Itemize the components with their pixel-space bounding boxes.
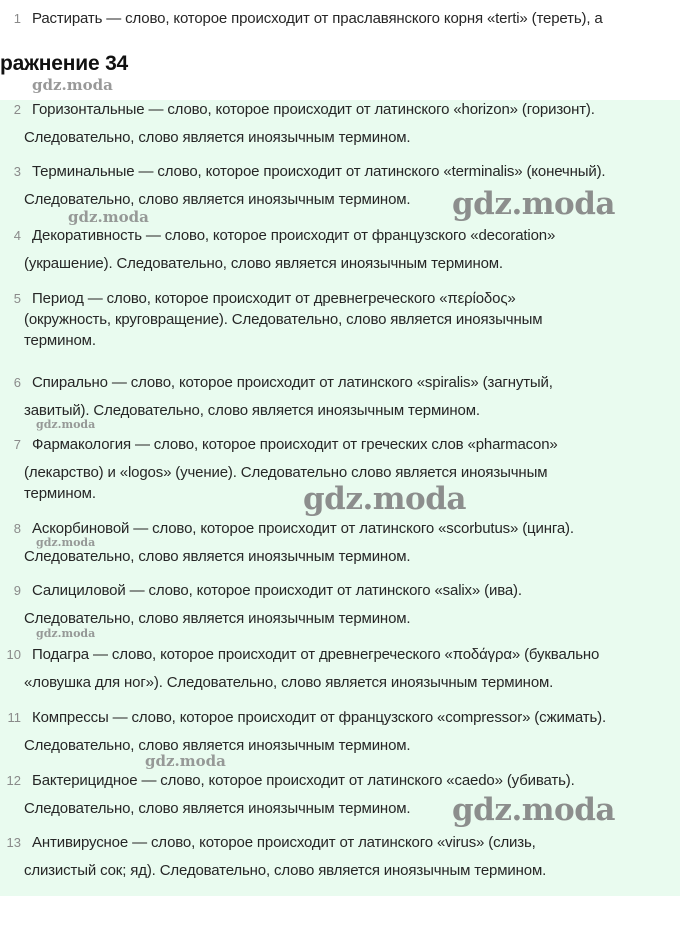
- item-text-line-first: Спирально — слово, которое происходит от латинского «spiralis» (загнутый,: [32, 374, 553, 391]
- item-number: 10: [6, 647, 21, 662]
- item-number: 11: [7, 710, 21, 725]
- watermark-logo: gdz.moda: [452, 792, 615, 828]
- item-number: 2: [13, 102, 21, 117]
- item-text-line-first: Аскорбиновой — слово, которое происходит от латинского «scorbutus» (цинга).: [32, 520, 574, 537]
- watermark-logo: gdz.moda: [36, 627, 96, 640]
- item-text-line: Следовательно, слово является иноязычным термином.: [24, 129, 411, 146]
- watermark-logo: gdz.moda: [36, 418, 96, 431]
- item-text-line: завитый). Следовательно, слово является иноязычным термином.: [24, 402, 480, 419]
- watermark-logo: gdz.moda: [36, 536, 96, 549]
- item-number: 8: [13, 521, 21, 536]
- exercise-title: ражнение 34: [0, 52, 129, 75]
- item-text-line-first: Компрессы — слово, которое происходит от французского «compressor» (сжимать).: [32, 709, 607, 726]
- item-text-line-first: Фармакология — слово, которое происходит от греческих слов «pharmacon»: [32, 436, 558, 453]
- item-number: 5: [13, 291, 21, 306]
- item-text-line: Следовательно, слово является иноязычным термином.: [24, 800, 411, 817]
- item-text-line-first: Антивирусное — слово, которое происходит от латинского «virus» (слизь,: [32, 834, 536, 851]
- item-text-line: «ловушка для ног»). Следовательно, слово является иноязычным термином.: [24, 674, 554, 691]
- watermark-logo: gdz.moda: [145, 752, 226, 770]
- item-number: 1: [13, 11, 21, 26]
- watermark-logo: gdz.moda: [452, 186, 615, 222]
- item-text-line-first: Терминальные — слово, которое происходит от латинского «terminalis» (конечный).: [32, 163, 606, 180]
- item-text-line-first: Декоративность — слово, которое происходит от французского «decoration»: [32, 227, 556, 244]
- item-text-line: Следовательно, слово является иноязычным термином.: [24, 191, 411, 208]
- watermark-logo: gdz.moda: [32, 76, 113, 94]
- item-text-line-first: Растирать — слово, которое происходит от праславянского корня «terti» (тереть), а: [32, 10, 603, 27]
- item-text-line: (лекарство) и «logos» (учение). Следовательно слово является иноязычным: [24, 464, 548, 481]
- item-text-line: Следовательно, слово является иноязычным термином.: [24, 610, 411, 627]
- item-text-line-first: Подагра — слово, которое происходит от древнегреческого «ποδάγρα» (буквально: [32, 646, 600, 663]
- item-text-line-first: Горизонтальные — слово, которое происходит от латинского «horizon» (горизонт).: [32, 101, 595, 118]
- item-number: 4: [13, 228, 21, 243]
- item-number: 7: [13, 437, 21, 452]
- item-text-line-first: Бактерицидное — слово, которое происходит от латинского «caedo» (убивать).: [32, 772, 575, 789]
- item-text-line: слизистый сок; яд). Следовательно, слово является иноязычным термином.: [24, 862, 547, 879]
- item-number: 3: [13, 164, 21, 179]
- item-text-line: термином.: [24, 332, 96, 349]
- item-text-line: Следовательно, слово является иноязычным термином.: [24, 548, 411, 565]
- item-text-line-first: Период — слово, которое происходит от древнегреческого «περίοδος»: [32, 290, 516, 307]
- item-text-line: (украшение). Следовательно, слово является иноязычным термином.: [24, 255, 503, 272]
- watermark-logo: gdz.moda: [68, 208, 149, 226]
- watermark-logo: gdz.moda: [303, 481, 466, 517]
- item-number: 9: [13, 583, 21, 598]
- item-number: 12: [6, 773, 21, 788]
- item-number: 13: [6, 835, 21, 850]
- item-number: 6: [13, 375, 21, 390]
- item-text-line: Следовательно, слово является иноязычным термином.: [24, 737, 411, 754]
- item-text-line-first: Салициловой — слово, которое происходит от латинского «salix» (ива).: [32, 582, 522, 599]
- item-text-line: (окружность, круговращение). Следовательно, слово является иноязычным: [24, 311, 543, 328]
- item-text-line: термином.: [24, 485, 96, 502]
